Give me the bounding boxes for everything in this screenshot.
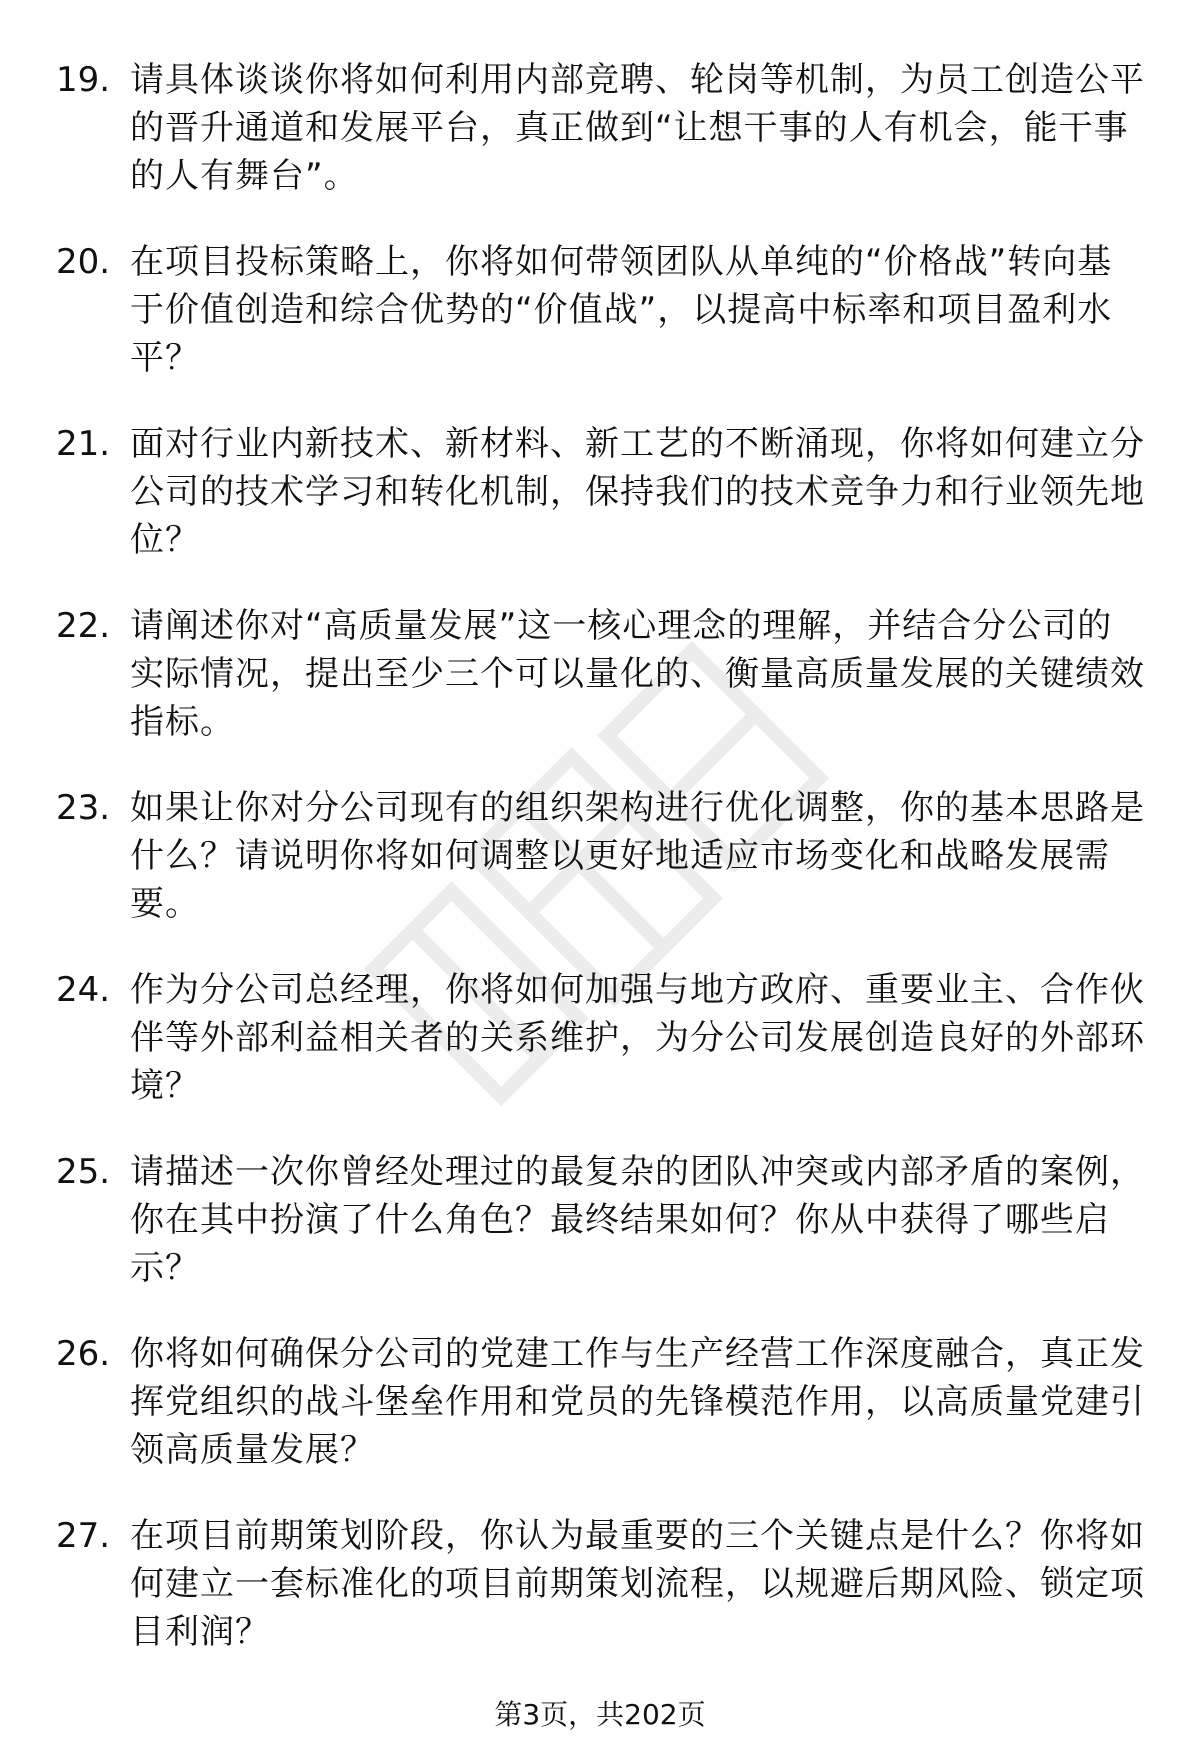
question-text: 作为分公司总经理，你将如何加强与地方政府、重要业主、合作伙伴等外部利益相关者的关系维护，为分公司发展创造良好的外部环境？ (130, 970, 1145, 1106)
question-item (56, 966, 1146, 1148)
question-text: 在项目前期策划阶段，你认为最重要的三个关键点是什么？你将如何建立一套标准化的项目前期策划流程，以规避后期风险、锁定项目利润？ (130, 1516, 1145, 1652)
question-item (56, 56, 1146, 238)
question-number: 21. (56, 424, 111, 464)
question-number: 24. (56, 970, 111, 1010)
question-text: 面对行业内新技术、新材料、新工艺的不断涌现，你将如何建立分公司的技术学习和转化机制，保持我们的技术竞争力和行业领先地位？ (130, 424, 1145, 560)
page-number-label: 第3页，共202页 (494, 1698, 706, 1731)
question-list (56, 56, 1146, 1694)
question-text: 如果让你对分公司现有的组织架构进行优化调整，你的基本思路是什么？请说明你将如何调整以更好地适应市场变化和战略发展需要。 (130, 788, 1145, 924)
question-number: 19. (56, 60, 111, 100)
page-footer (0, 1697, 1200, 1733)
question-number: 27. (56, 1516, 111, 1556)
question-item (56, 1148, 1146, 1330)
question-text: 请具体谈谈你将如何利用内部竞聘、轮岗等机制，为员工创造公平的晋升通道和发展平台，真正做到“让想干事的人有机会，能干事的人有舞台”。 (130, 60, 1145, 196)
question-text: 请描述一次你曾经处理过的最复杂的团队冲突或内部矛盾的案例，你在其中扮演了什么角色？最终结果如何？你从中获得了哪些启示？ (130, 1152, 1145, 1288)
question-item (56, 238, 1146, 420)
question-number: 26. (56, 1334, 111, 1374)
question-text: 请阐述你对“高质量发展”这一核心理念的理解，并结合分公司的实际情况，提出至少三个可以量化的、衡量高质量发展的关键绩效指标。 (130, 606, 1145, 742)
question-item (56, 784, 1146, 966)
question-text: 你将如何确保分公司的党建工作与生产经营工作深度融合，真正发挥党组织的战斗堡垒作用和党员的先锋模范作用，以高质量党建引领高质量发展？ (130, 1334, 1145, 1470)
question-item (56, 602, 1146, 784)
question-item (56, 1330, 1146, 1512)
question-item (56, 1512, 1146, 1694)
question-text: 在项目投标策略上，你将如何带领团队从单纯的“价格战”转向基于价值创造和综合优势的“价值战”，以提高中标率和项目盈利水平？ (130, 242, 1113, 378)
question-number: 22. (56, 606, 111, 646)
question-number: 23. (56, 788, 111, 828)
question-number: 20. (56, 242, 111, 282)
question-item (56, 420, 1146, 602)
question-number: 25. (56, 1152, 111, 1192)
